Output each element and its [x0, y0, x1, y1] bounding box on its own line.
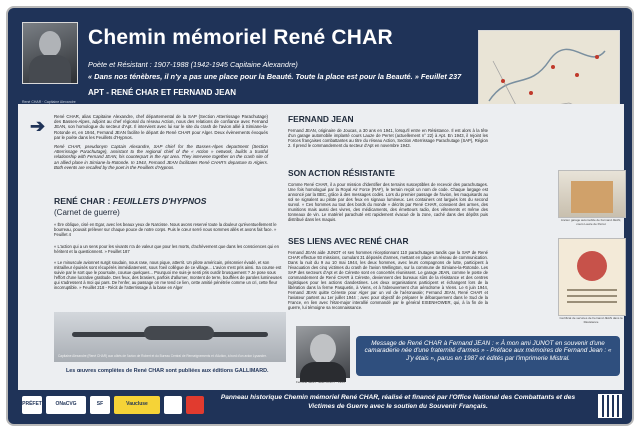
intro-column [54, 114, 268, 174]
section-label-apt: APT - RENÉ CHAR ET FERNAND JEAN [88, 88, 237, 97]
memorial-panel [6, 6, 634, 426]
arrow-right-icon: ➔ [30, 116, 46, 136]
section-title-hypnos [54, 196, 206, 206]
works-note: Les œuvres complètes de René CHAR sont publiées aux éditions GALLIMARD. [66, 368, 269, 374]
prefet-logo: PRÉFET [22, 396, 42, 414]
plane-caption: Capitaine Alexandre (René CHAR) aux côtés de l'avion de Robert et du Bureau Central de Renseignements et d'Action, à bord d'un avion Lysander. [58, 354, 267, 358]
subtitle: Poète et Résistant : 1907-1988 (1942-1945 Capitaine Alexandre) [88, 60, 298, 69]
intro-english: René CHAR, pseudonym Captain Alexandre, SAP chief for the Basses-Alpes department (Section Atterrissage Parachutage), assistant to the regional chief of the « Action » network, builds a trustful relationship with Fernand JEAN, his counterpart in the Apt area. They intervene together on the crash site of an allied plane in Simiane-la-Rotonde. In 1944, Fernand JEAN facilitates René CHAR's departure to Algiers. Both events are recalled by the poet in the Feuillets d'Hypnos. [54, 144, 268, 170]
page-title: Chemin mémoriel René CHAR [88, 26, 393, 49]
heading-fernand-jean: FERNAND JEAN [288, 114, 354, 124]
fernand-jean-portrait [296, 326, 350, 378]
section-title-book: FEUILLETS D'HYPNOS [112, 196, 207, 206]
souvenir-francais-logo: SF [90, 396, 110, 414]
certificate-caption: Certificat de services de Fernand JEAN dans la Résistance [559, 316, 623, 324]
links-text: Fernand JEAN aide JUNOT et ses hommes réceptionnant 110 parachutages tandis que la SAP de René CHAR effectue 93 missions, cumulant 31 déposés d'armes, mettant en place un réseau de communication. Dans la nuit du 9 au 10 mai 1944, les deux hommes, avec leurs compagnons de lutte, participent à l'évacuation des cinq victimes du crash de l'avion Wellington, sur la commune de Simiane-la-Rotonde. Les SAP des secteurs d'Apt et de Céreste sont en concertés réunissent. Le garage JEAN, comme le poste de commandement de René CHAR à Céreste, deviennent des bureaux sûrs de la résistance et des centres logistiques pour les actions clandestines. Les deux organisations participent et échangent lors de la libération dans la ferme Pasquetin, à Viens, et à l'abreuvement d'un aérodrome à Viens. Le 6 juin 1944, Fernand JEAN quitte Céreste pour Alger par un vol de l'aéronavale; Fernand JEAN, René CHAR et l'aviateur partent au 1er juillet 1944 ; avec pour objectif de préparer le débarquement dans le Sud de la France, en lien avec l'état-major interallié commandé par le général EISENHOWER, qui, à la fin de la guerre, lui témoigne sa reconnaissance. [288, 250, 488, 310]
lysander-plane-photo [54, 312, 286, 362]
fernand-jean-caption: Fernand JEAN · alias JUNOT · 1944 [296, 380, 345, 384]
quote-bullet: « Ère oblique, cisé en Egar, avec les beaux yeux de Narcisse. Nous avons reservé toute la douleur qu'éventuellement le bourreau, pouvait prélever sur chaque pouce de notre corps. Puis le cœur serré nous sommes allés et avons fait face. » Feuillet 4 [54, 222, 277, 237]
fernand-jean-text: Fernand JEAN, originaire de Joucas, a 30 ans en 1941, lorsqu'il entre en Résistance. Il est alors à la tête d'un garage automobile implanté cours Lauze de Perret (actuellement n° 22) à Apt. En 1943, il rejoint les Forces françaises combattantes au titre du réseau Action, Section Atterrissage Parachutage (SAP), Région 2. Il prend le commandement du secteur d'Apt en novembre 1943. [288, 128, 488, 148]
action-text: Comme René CHAR, il a pour mission d'identifier des terrains susceptibles de recevoir des parachutages. Une fois homologué par la Royal Air Force (RAF), le terrain reçoit un nom de code. Chaque largage est annoncé par la BBC, grâce à des messages codés. Lors du premier passage de l'avion, les maquisards au sol se signalent au pilote par des feux en signaux lumineux. Les containers ont largués lors du second survol. « Ces hommes au tout des bords du monde » décrits par René CHAR, convoient des armes, des munitions mais aussi des vivres, des médicaments, des émetteurs radio, des vêtements et même des tonneaux de vin. Le matériel parachuté est rapidement évacué de la zone, caché dans des dépôts puis distribué dans les maquis. [288, 182, 488, 222]
quote-bullet: « L'action qui a un sens pour les vivants n'a de valeur que pour les morts, d'achèvement que dans les consciences qui en héritent et la questionnent. » Feuillet 187 [54, 244, 279, 254]
portrait-caption: René CHAR · Capitaine Alexandre [22, 100, 76, 104]
footer-credit: Panneau historique Chemin mémoriel René CHAR, réalisé et financé par l'Office National des Combattants et des Victimes de Guerre avec le soutien du Souvenir Français. [220, 394, 576, 410]
garage-photo [558, 170, 626, 218]
footer [18, 390, 624, 420]
content-area [18, 104, 624, 390]
heading-links: SES LIENS AVEC RENÉ CHAR [288, 236, 409, 246]
garage-caption: Ancien garage automobile de Fernand JEAN, cours Lauze de Perret [560, 218, 622, 226]
heading-action: SON ACTION RÉSISTANTE [288, 168, 396, 178]
qr-code-icon[interactable] [598, 394, 622, 418]
header-quote: « Dans nos ténèbres, il n'y a pas une place pour la Beauté. Toute la place est pour la Beauté. » Feuillet 237 [88, 72, 462, 81]
certificate-image [558, 238, 626, 316]
section-title-prefix: RENÉ CHAR : [54, 196, 113, 206]
onacvg-logo: ONaCVG [46, 396, 86, 414]
quote-bullet: « Le minuscule avionnet surgit soudain, nous rase, nous pique, atterrit. Un pilote américain, prisonnier évadé, et son mitrailleur épuisés sont récupérés immédiatement, sous l'oeil collègue de ce village... L'avion s'est pris ainsi. Sa course est suivie par le sort que le poursuite, cousue quelques... Pourquoi me suis-je senti pris ourdir brusquement ? Je pose sous l'effort d'une lucrative gratitude. Des feux, des brasiers, parfois d'allumer, montent de terre, bouffées de paroles lumineuses qui s'adressent à moi qui pars. De l'enfer, au passage on me tend ce lien, cette amitié pénétrée comme un cri, cette fleur incorruptible. » Feuillet 218 - Récit de l'atterrissage à la base en Alger [54, 260, 282, 290]
intro-french: René CHAR, alias Capitaine Alexandre, chef départemental de la SAP (Section Atterrissage Parachutage) des Basses-Alpes, adjoint au chef régional du réseau Action, nous des relations de confiance avec Fernand JEAN, son homologue du secteur d'Apt. Il intervient avec lui sur le site du crash de l'avion allié à Simiane-la-Rotonde et, en 1944, Fernand JEAN facilite le départ de René CHAR pour Alger. Deux évènements évoqués par le poète dans les Feuillets d'Hypnos. [54, 114, 268, 140]
rene-char-portrait [22, 22, 78, 84]
vaucluse-logo: Vaucluse [114, 396, 160, 414]
partner-logo-red [186, 396, 204, 414]
section-subtitle: (Carnet de guerre) [54, 208, 120, 217]
partner-logo [164, 396, 182, 414]
message-box: Message de René CHAR à Fernand JEAN : « À mon ami JUNOT en souvenir d'une camaraderie née d'une fraternité d'armes » - Préface aux mémoires de Fernand Jean : « J'y étais », parus en 1987 et édités par l'imprimerie Mistral. [356, 336, 620, 376]
